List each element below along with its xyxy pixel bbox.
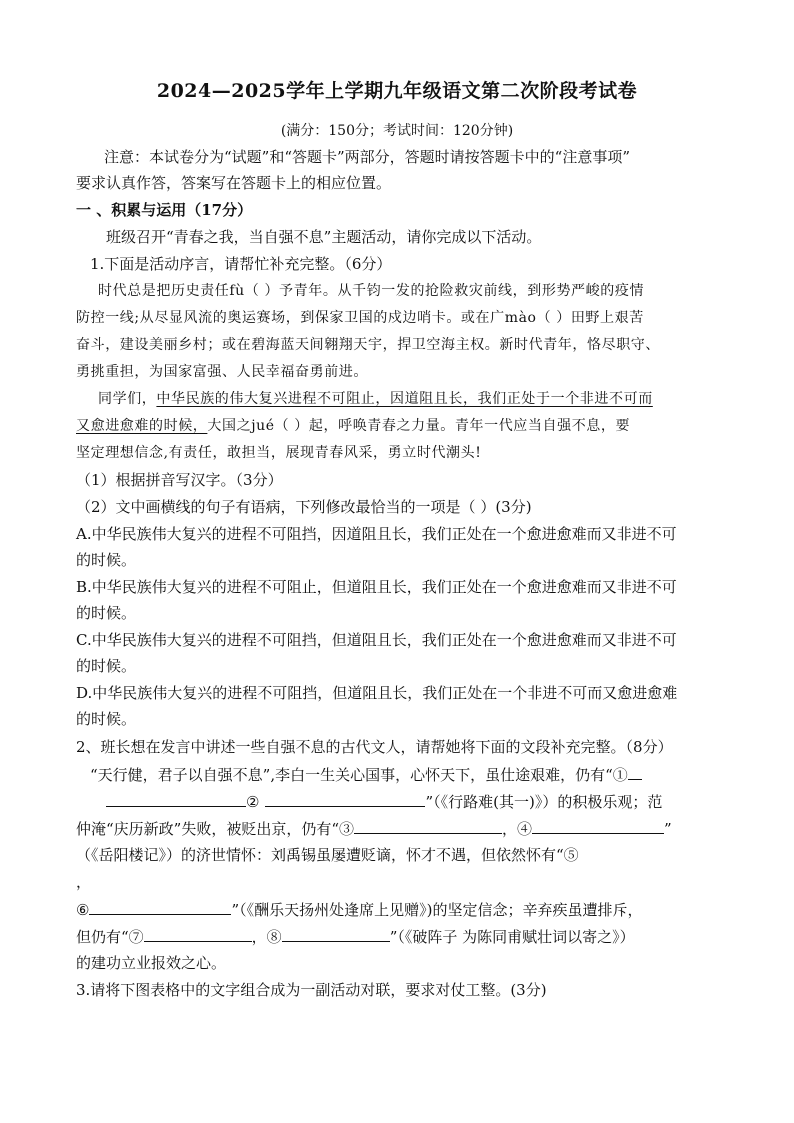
q2-text-8: ”（《破阵子 为陈同甫赋壮词以寄之》） (389, 928, 635, 946)
option-d-line-2: 的时候。 (76, 710, 137, 728)
answer-blank[interactable] (144, 925, 252, 942)
answer-blank[interactable] (265, 790, 425, 807)
q2-line-6 (76, 898, 642, 921)
q2-quote-close: ” (664, 820, 672, 838)
q2-line-5: ， (76, 873, 92, 891)
answer-blank[interactable] (89, 898, 231, 915)
q2-text-7: 但仍有“⑦ (76, 928, 144, 946)
passage-continuation: 大国之jué（ ）起，呼唤青春之力量。青年一代应当自强不息，要 (207, 418, 631, 434)
passage-greeting: 同学们， (98, 391, 157, 407)
q2-text-1: “天行健，君子以自强不息”,李白一生关心国事，心怀天下，虽仕途艰难，仍有“① (90, 766, 628, 784)
q2-text-3: 仲淹“庆历新政”失败，被贬出京，仍有“③ (76, 820, 355, 838)
answer-blank[interactable] (282, 925, 390, 942)
answer-blank[interactable] (532, 817, 664, 834)
passage-line-6 (76, 415, 630, 437)
option-a-line-1: A.中华民族伟大复兴的进程不可阻挡，因道阻且长，我们正处在一个愈进愈难而又非进不可 (76, 525, 677, 543)
sub-question-2: （2）文中画横线的句子有语病，下列修改最恰当的一项是（ ）(3分) (76, 498, 532, 516)
option-b-line-1: B.中华民族伟大复兴的进程不可阻止，但道阻且长，我们正处在一个愈进愈难而又非进不可 (76, 578, 677, 596)
answer-blank[interactable] (628, 763, 642, 780)
q2-marker-4: ，④ (502, 820, 533, 838)
q2-text-2: ”（《行路难(其一)》）的积极乐观；范 (425, 793, 663, 811)
answer-blank[interactable] (354, 817, 502, 834)
option-c-line-1: C.中华民族伟大复兴的进程不可阻挡，但道阻且长，我们正处在一个愈进愈难而又非进不可 (76, 631, 677, 649)
option-b-line-2: 的时候。 (76, 604, 137, 622)
q2-marker-6: ⑥ (76, 901, 90, 919)
notice-line-1: 注意：本试卷分为“试题”和“答题卡”两部分，答题时请按答题卡中的“注意事项” (104, 148, 631, 166)
passage-line-1: 时代总是把历史责任fù（ ）予青年。从千钧一发的抢险救灾前线，到形势严峻的疫情 (98, 283, 645, 299)
q2-line-2 (106, 790, 662, 813)
exam-info: (满分：150分；考试时间：120分钟) (280, 123, 514, 139)
option-c-line-2: 的时候。 (76, 657, 137, 675)
q2-line-4: （《岳阳楼记》）的济世情怀：刘禹锡虽屡遭贬谪，怀才不遇，但依然怀有“⑤ (76, 846, 579, 864)
question-1-prompt: 1.下面是活动序言，请帮忙补充完整。（6分） (90, 255, 392, 273)
passage-line-7: 坚定理想信念,有责任，敢担当，展现青春风采，勇立时代潮头! (76, 445, 482, 461)
passage-line-2: 防控一线;从尽显风流的奥运赛场，到保家卫国的戍边哨卡。或在广mào（ ）田野上艰苦 (76, 310, 644, 326)
question-3-prompt: 3.请将下图表格中的文字组合成为一副活动对联，要求对仗工整。(3分) (76, 981, 547, 999)
q2-line-3 (76, 817, 672, 840)
option-a-line-2: 的时候。 (76, 551, 137, 569)
passage-line-5 (98, 388, 653, 410)
underlined-sentence-part-2: 又愈进愈难的时候， (76, 418, 208, 434)
q2-line-7 (76, 925, 635, 948)
q2-line-8: 的建功立业报效之心。 (76, 954, 227, 972)
passage-line-4: 勇挑重担，为国家富强、人民幸福奋勇前进。 (76, 364, 368, 380)
section-intro: 班级召开“青春之我，当自强不息”主题活动，请你完成以下活动。 (106, 228, 542, 246)
underlined-sentence-part-1: 中华民族的伟大复兴进程不可阻止，因道阻且长，我们正处于一个非进不可而 (156, 391, 653, 407)
sub-question-1: （1）根据拼音写汉字。（3分） (76, 471, 283, 489)
page-title: 2024—2025学年上学期九年级语文第二次阶段考试卷 (156, 80, 638, 102)
section-heading: 一 、积累与运用（17分） (76, 201, 253, 219)
notice-line-2: 要求认真作答，答案写在答题卡上的相应位置。 (76, 174, 392, 192)
passage-line-3: 奋斗，建设美丽乡村；或在碧海蓝天间翱翔天宇，捍卫空海主权。新时代青年，恪尽职守、 (76, 337, 660, 353)
q2-text-6: ”（《酬乐天扬州处逢席上见赠》)的坚定信念；辛弃疾虽遭排斥， (231, 901, 643, 919)
question-2-prompt: 2、班长想在发言中讲述一些自强不息的古代文人，请帮她将下面的文段补充完整。（8分） (76, 738, 673, 756)
q2-marker-8: ，⑧ (251, 928, 282, 946)
answer-blank[interactable] (106, 790, 246, 807)
option-d-line-1: D.中华民族伟大复兴的进程不可阻挡，但道阻且长，我们正处在一个非进不可而又愈进愈难 (76, 684, 678, 702)
q2-line-1 (90, 763, 642, 786)
q2-marker-2: ② (246, 793, 260, 811)
